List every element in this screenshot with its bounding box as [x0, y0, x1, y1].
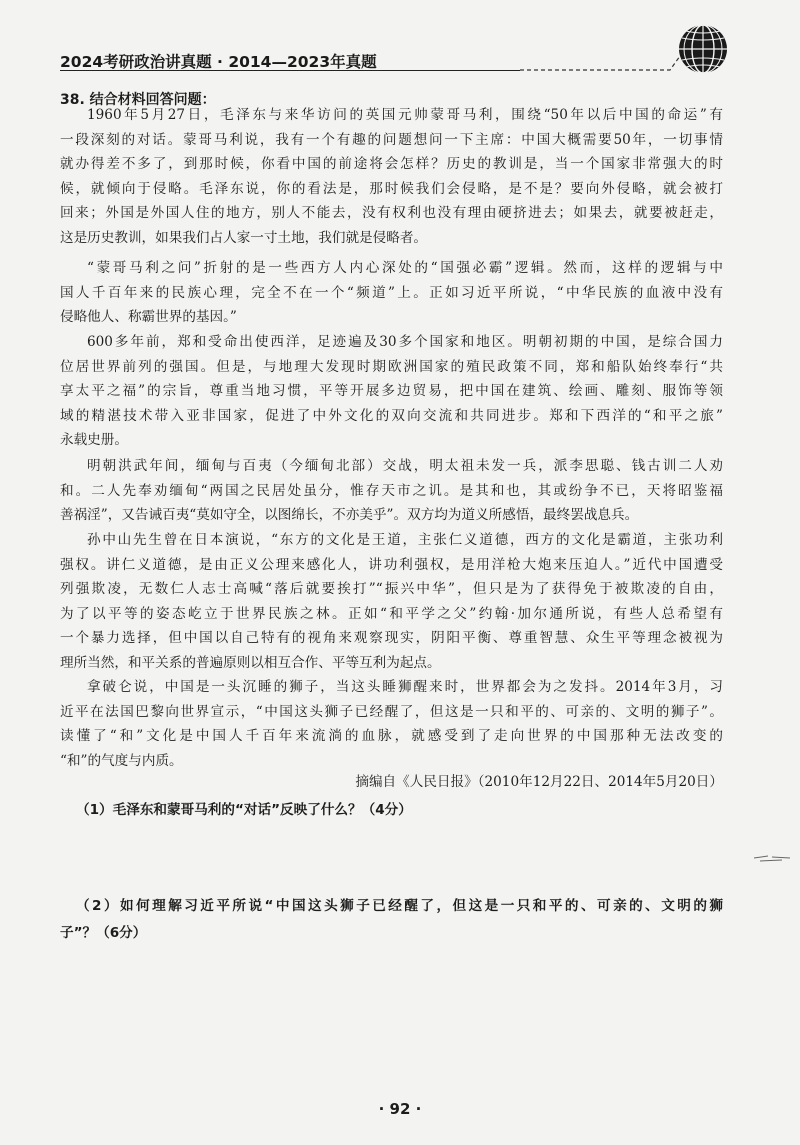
text-line: （2）如何理解习近平所说“中国这头狮子已经醒了，但这是一只和平的、可亲的、文明的狮	[76, 898, 723, 914]
text-line: 理所当然，和平关系的普遍原则以相互合作、平等互利为起点。	[60, 654, 441, 671]
text-line: 享太平之福”的宗旨，尊重当地习惯，平等开展多边贸易，把中国在建筑、绘画、雕刻、服饰等领	[60, 383, 723, 400]
text-line: 600多年前，郑和受命出使西洋，足迹遍及30多个国家和地区。明朝初期的中国，是综合国力	[87, 334, 723, 350]
text-line: 候，就倾向于侵略。毛泽东说，你的看法是，那时候我们会侵略，是不是？要向外侵略，就会被打	[60, 180, 723, 197]
material-paragraph-1	[60, 103, 723, 251]
text-line: 一个暴力选择，但中国以自己特有的视角来观察现实，阴阳平衡、尊重智慧、众生平等理念被视为	[60, 630, 723, 647]
header-title: 2024考研政治讲真题 · 2014—2023年真题	[60, 53, 377, 71]
source-citation: 摘编自《人民日报》（2010年12月22日、2014年5月20日）	[355, 774, 723, 790]
globe-icon	[676, 22, 730, 76]
question-number: 38. 结合材料回答问题：	[60, 92, 216, 108]
scanner-mark	[752, 852, 792, 866]
text-line: 位居世界前列的强国。但是，与地理大发现时期欧洲国家的殖民政策不同，郑和船队始终奉行“共	[60, 358, 723, 375]
text-line: 明朝洪武年间，缅甸与百夷（今缅甸北部）交战，明太祖未发一兵，派李思聪、钱古训二人劝	[87, 458, 723, 474]
text-line: 回来；外国是外国人住的地方，别人不能去，没有权利也没有理由硬挤进去；如果去，就要被赶走，	[60, 205, 723, 222]
text-line: 一段深刻的对话。蒙哥马利说，我有一个有趣的问题想问一下主席：中国大概需要50年，一切事情	[60, 131, 723, 148]
page-number: · 92 ·	[378, 1100, 422, 1118]
material-paragraph-5	[60, 528, 723, 676]
text-line: 域的精湛技术带入亚非国家，促进了中外文化的双向交流和共同进步。郑和下西洋的“和平之旅”	[60, 407, 723, 424]
text-line: 就办得差不多了，到那时候，你看中国的前途将会怎样？历史的教训是，当一个国家非常强大的时	[60, 156, 723, 173]
text-line: 和。二人先奉劝缅甸“两国之民居处虽分，惟存天市之讥。是其和也，其或纷争不已，天将昭鉴福	[60, 482, 723, 499]
text-line: 孙中山先生曾在日本演说，“东方的文化是王道，主张仁义道德，西方的文化是霸道，主张功利	[87, 532, 723, 548]
text-line: 子”？（6分）	[60, 925, 147, 941]
sub-question-1: （1）毛泽东和蒙哥马利的“对话”反映了什么？（4分）	[76, 802, 412, 818]
text-line: “和”的气度与内质。	[60, 752, 183, 769]
text-line: 读懂了“和”文化是中国人千百年来流淌的血脉，就感受到了走向世界的中国那种无法改变的	[60, 728, 723, 745]
text-line: 近平在法国巴黎向世界宣示，“中国这头狮子已经醒了，但这是一只和平的、可亲的、文明的狮子”。	[60, 703, 723, 720]
text-line: 善祸淫”，又告诫百夷“莫如守全，以图绵长，不亦美乎”。双方均为道义所感悟，最终罢战息兵。	[60, 507, 639, 524]
text-line: 永载史册。	[60, 432, 128, 449]
text-line: 为了以平等的姿态屹立于世界民族之林。正如“和平学之父”约翰·加尔通所说，有些人总希望有	[60, 605, 723, 622]
text-line: 强权。讲仁义道德，是由正义公理来感化人，讲功利强权，是用洋枪大炮来压迫人。”近代中国遭受	[60, 556, 723, 573]
material-paragraph-4	[60, 454, 723, 528]
text-line: 这是历史教训，如果我们占人家一寸土地，我们就是侵略者。	[60, 229, 428, 246]
text-line: 拿破仑说，中国是一头沉睡的狮子，当这头睡狮醒来时，世界都会为之发抖。2014年3月，习	[87, 679, 723, 695]
sub-question-2	[60, 893, 723, 947]
header-dashed-rule	[520, 54, 680, 72]
material-paragraph-6	[60, 675, 723, 773]
text-line: 1960年5月27日，毛泽东与来华访问的英国元帅蒙哥马利，围绕“50年以后中国的命运”有	[87, 107, 723, 123]
text-line: 列强欺凌，无数仁人志士高喊“落后就要挨打”“振兴中华”，但只是为了获得免于被欺凌的自由，	[60, 581, 723, 598]
text-line: “蒙哥马利之问”折射的是一些西方人内心深处的“国强必霸”逻辑。然而，这样的逻辑与中	[87, 260, 723, 276]
header-rule	[60, 70, 520, 71]
text-line: 侵略他人、称霸世界的基因。”	[60, 309, 237, 326]
material-paragraph-2	[60, 256, 723, 330]
text-line: 国人千百年来的民族心理，完全不在一个“频道”上。正如习近平所说，“中华民族的血液中没有	[60, 284, 723, 301]
material-paragraph-3	[60, 330, 723, 453]
